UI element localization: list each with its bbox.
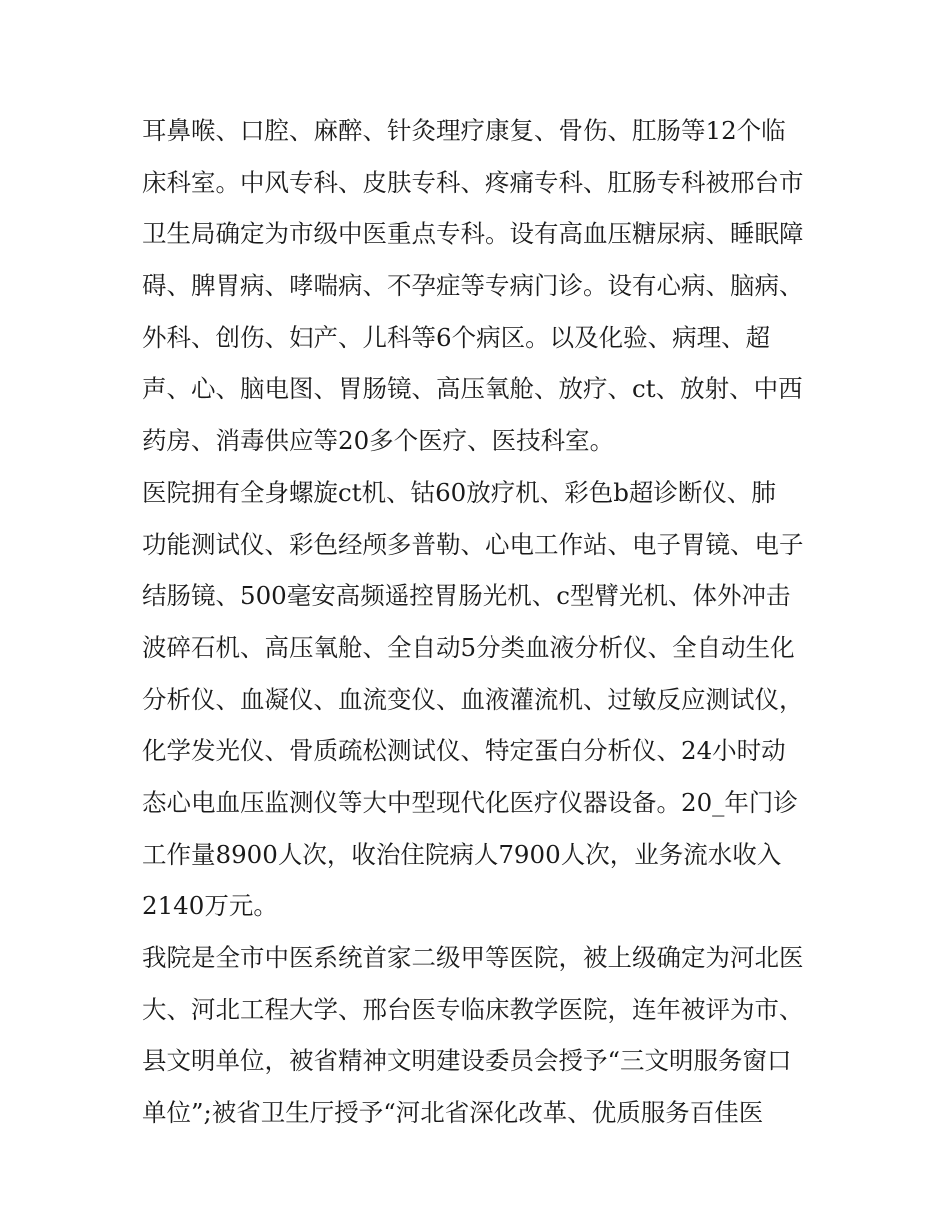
text-line: 声、心、脑电图、胃肠镜、高压氧舱、放疗、ct、放射、中西 [142,374,803,404]
text-line: 医院拥有全身螺旋ct机、钴60放疗机、彩色b超诊断仪、肺 [142,477,776,507]
text-line: 大、河北工程大学、邢台医专临床教学医院，连年被评为市、 [142,994,804,1024]
document-body [142,105,832,1139]
text-line: 卫生局确定为市级中医重点专科。设有高血压糖尿病、睡眠障 [142,219,804,249]
text-line: 我院是全市中医系统首家二级甲等医院，被上级确定为河北医 [142,943,804,972]
text-line: 外科、创伤、妇产、儿科等6个病区。以及化验、病理、超 [142,322,771,352]
text-line: 功能测试仪、彩色经颅多普勒、心电工作站、电子胃镜、电子 [142,529,804,559]
text-line: 化学发光仪、骨质疏松测试仪、特定蛋白分析仪、24小时动 [142,736,786,766]
text-line: 县文明单位，被省精神文明建设委员会授予“三文明服务窗口 [142,1046,792,1076]
text-line: 分析仪、血凝仪、血流变仪、血液灌流机、过敏反应测试仪， [142,684,804,714]
text-line: 耳鼻喉、口腔、麻醉、针灸理疗康复、骨伤、肛肠等12个临 [142,116,786,145]
text-line: 2140万元。 [142,891,278,921]
text-line: 态心电血压监测仪等大中型现代化医疗仪器设备。20_年门诊 [142,787,798,817]
text-line: 碍、脾胃病、哮喘病、不孕症等专病门诊。设有心病、脑病、 [142,271,804,301]
text-line: 床科室。中风专科、皮肤专科、疼痛专科、肛肠专科被邢台市 [142,167,804,197]
text-line: 波碎石机、高压氧舱、全自动5分类血液分析仪、全自动生化 [142,632,795,662]
text-line: 工作量8900人次，收治住院病人7900人次，业务流水收入 [142,839,782,869]
text-line: 药房、消毒供应等20多个医疗、医技科室。 [142,426,615,456]
text-line: 单位”;被省卫生厅授予“河北省深化改革、优质服务百佳医 [142,1098,764,1128]
text-line: 结肠镜、500毫安高频遥控胃肠光机、c型臂光机、体外冲击 [142,581,791,611]
